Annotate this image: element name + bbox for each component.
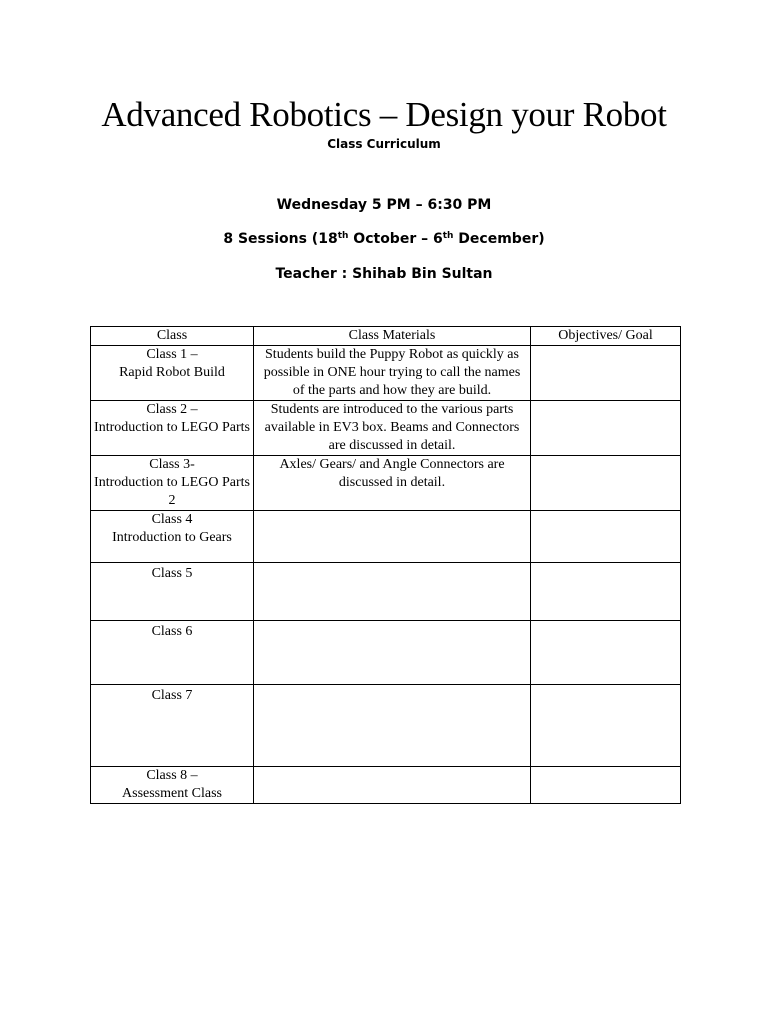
class-name: Class 1 – — [146, 347, 198, 362]
page-subtitle: Class Curriculum — [327, 137, 441, 151]
curriculum-table — [90, 326, 681, 804]
materials-cell — [254, 563, 531, 621]
class-cell — [91, 511, 254, 563]
table-row — [91, 511, 681, 563]
class-cell — [91, 456, 254, 511]
sessions-prefix: 8 Sessions (18 — [223, 231, 338, 247]
class-name: Class 6 — [151, 624, 193, 639]
class-topic: Assessment Class — [122, 786, 222, 801]
class-topic: Rapid Robot Build — [119, 365, 225, 380]
table-header-row — [91, 327, 681, 346]
sessions-middle: October – 6 — [348, 231, 443, 247]
materials-cell: Students are introduced to the various parts available in EV3 box. Beams and Connectors are discussed in detail. — [254, 401, 531, 456]
table-row — [91, 346, 681, 401]
class-name: Class 3- — [149, 457, 195, 472]
class-name: Class 2 – — [146, 402, 198, 417]
goal-cell — [531, 511, 681, 563]
class-name: Class 7 — [151, 688, 193, 703]
class-name: Class 4 — [151, 512, 193, 527]
class-cell — [91, 401, 254, 456]
materials-cell — [254, 621, 531, 685]
sessions-ordinal-end: th — [442, 231, 454, 241]
sessions-ordinal-start: th — [337, 231, 349, 241]
class-topic: Introduction to LEGO Parts — [94, 420, 250, 435]
goal-cell — [531, 346, 681, 401]
class-cell — [91, 563, 254, 621]
table-row — [91, 563, 681, 621]
sessions-text — [0, 229, 768, 249]
goal-cell — [531, 685, 681, 767]
goal-cell — [531, 456, 681, 511]
class-cell — [91, 685, 254, 767]
class-topic: Introduction to Gears — [112, 530, 232, 545]
table-row — [91, 456, 681, 511]
class-name: Class 5 — [151, 566, 193, 581]
table-row — [91, 685, 681, 767]
table-row — [91, 767, 681, 804]
table-row — [91, 401, 681, 456]
table-row — [91, 621, 681, 685]
header-goal: Objectives/ Goal — [531, 327, 681, 346]
header-materials: Class Materials — [254, 327, 531, 346]
class-name: Class 8 – — [146, 768, 198, 783]
materials-cell: Axles/ Gears/ and Angle Connectors are discussed in detail. — [254, 456, 531, 511]
materials-cell — [254, 767, 531, 804]
goal-cell — [531, 767, 681, 804]
goal-cell — [531, 621, 681, 685]
class-cell — [91, 767, 254, 804]
class-cell — [91, 346, 254, 401]
goal-cell — [531, 401, 681, 456]
teacher-text: Teacher : Shihab Bin Sultan — [275, 266, 493, 282]
materials-cell: Students build the Puppy Robot as quickly as possible in ONE hour trying to call the names of the parts and how they are build. — [254, 346, 531, 401]
materials-cell — [254, 685, 531, 767]
page-title: Advanced Robotics – Design your Robot — [101, 95, 667, 134]
materials-cell — [254, 511, 531, 563]
class-cell — [91, 621, 254, 685]
header-class: Class — [91, 327, 254, 346]
schedule-text: Wednesday 5 PM – 6:30 PM — [276, 197, 492, 213]
class-topic: Introduction to LEGO Parts 2 — [94, 475, 250, 508]
sessions-suffix: December) — [453, 231, 545, 247]
goal-cell — [531, 563, 681, 621]
